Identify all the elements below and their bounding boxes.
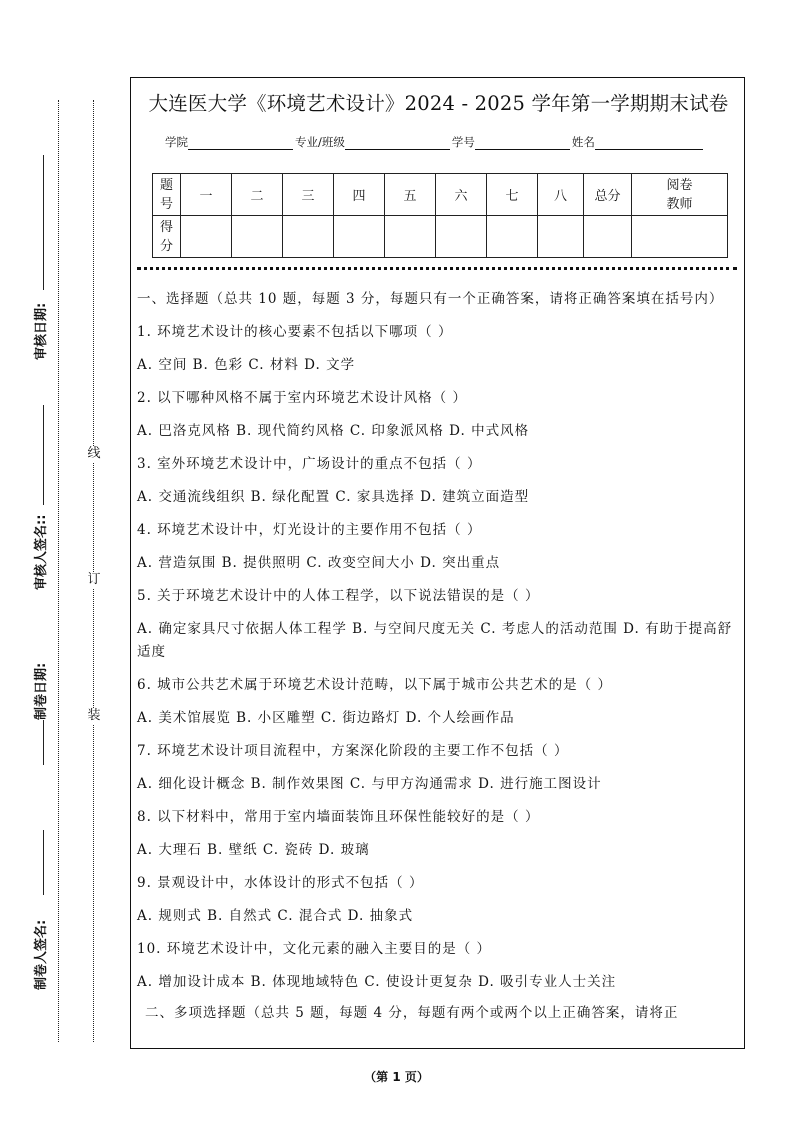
score-table: [152, 173, 728, 258]
section2-heading: 二、多项选择题（总共 5 题，每题 4 分，每题有两个或两个以上正确答案，请将正: [145, 1005, 679, 1021]
score-table-score-row: [153, 216, 728, 258]
score-col-header: 六: [436, 174, 487, 216]
name-field[interactable]: [595, 137, 703, 150]
score-cell[interactable]: [283, 216, 334, 258]
score-cell[interactable]: [538, 216, 584, 258]
score-col-header: 题 号: [153, 174, 181, 216]
question-text: 4. 环境艺术设计中，灯光设计的主要作用不包括（ ）: [137, 522, 482, 538]
question-options: A. 增加设计成本 B. 体现地域特色 C. 使设计更复杂 D. 吸引专业人士关注: [137, 974, 617, 990]
score-cell[interactable]: [232, 216, 283, 258]
question-options: A. 营造氛围 B. 提供照明 C. 改变空间大小 D. 突出重点: [137, 555, 501, 571]
seal-dotted-line-inner: [93, 100, 94, 1042]
college-field[interactable]: [188, 137, 293, 150]
binding-char-fold: 装: [87, 708, 101, 723]
student-id-label: 学号: [451, 135, 475, 149]
question-text: 9. 景观设计中，水体设计的形式不包括（ ）: [137, 875, 424, 891]
score-col-header: 八: [538, 174, 584, 216]
question-options: A. 确定家具尺寸依据人体工程学 B. 与空间尺度无关 C. 考虑人的活动范围 D. 有助于提高舒适度: [137, 621, 733, 660]
score-cell[interactable]: [584, 216, 632, 258]
reviewer-sign-label: 审核人签名::: [34, 514, 49, 590]
question-text: 2. 以下哪种风格不属于室内环境艺术设计风格（ ）: [137, 390, 467, 406]
score-cell[interactable]: [385, 216, 436, 258]
score-row-label: 得 分: [153, 216, 181, 258]
maker-date-label: 制卷日期:: [34, 662, 49, 720]
binding-margin: [0, 0, 120, 1122]
section1-heading: 一、选择题（总共 10 题，每题 3 分，每题只有一个正确答案，请将正确答案填在括号内）: [137, 291, 724, 307]
question-options: A. 交通流线组织 B. 绿化配置 C. 家具选择 D. 建筑立面造型: [137, 489, 530, 505]
score-col-header: 阅卷 教师: [632, 174, 728, 216]
question-text: 6. 城市公共艺术属于环境艺术设计范畴，以下属于城市公共艺术的是（ ）: [137, 677, 612, 693]
question-options: A. 巴洛克风格 B. 现代简约风格 C. 印象派风格 D. 中式风格: [137, 423, 530, 439]
maker-sign-label: 制卷人签名:: [34, 919, 49, 990]
exam-title: 大连医大学《环境艺术设计》2024 - 2025 学年第一学期期末试卷: [148, 92, 729, 115]
maker-sign-blank[interactable]: [43, 830, 44, 895]
question-text: 7. 环境艺术设计项目流程中，方案深化阶段的主要工作不包括（ ）: [137, 743, 569, 759]
major-field[interactable]: [345, 137, 450, 150]
score-col-header: 七: [487, 174, 538, 216]
exam-content: [137, 288, 739, 1025]
score-col-header: 五: [385, 174, 436, 216]
question-options: A. 规则式 B. 自然式 C. 混合式 D. 抽象式: [137, 908, 414, 924]
question-options: A. 空间 B. 色彩 C. 材料 D. 文学: [137, 357, 356, 373]
score-col-header: 二: [232, 174, 283, 216]
score-col-header: 四: [334, 174, 385, 216]
question-text: 10. 环境艺术设计中，文化元素的融入主要目的是（ ）: [137, 941, 492, 957]
dotted-separator: [137, 267, 737, 270]
score-cell[interactable]: [487, 216, 538, 258]
score-cell[interactable]: [181, 216, 232, 258]
college-label: 学院: [165, 135, 188, 149]
question-text: 1. 环境艺术设计的核心要素不包括以下哪项（ ）: [137, 324, 453, 340]
score-cell[interactable]: [436, 216, 487, 258]
reviewer-sign-blank[interactable]: [43, 405, 44, 505]
question-text: 8. 以下材料中，常用于室内墙面装饰且环保性能较好的是（ ）: [137, 809, 540, 825]
question-options: A. 细化设计概念 B. 制作效果图 C. 与甲方沟通需求 D. 进行施工图设计: [137, 776, 602, 792]
score-col-header: 一: [181, 174, 232, 216]
student-id-field[interactable]: [475, 137, 570, 150]
reviewer-date-blank[interactable]: [43, 155, 44, 290]
question-text: 5. 关于环境艺术设计中的人体工程学，以下说法错误的是（ ）: [137, 588, 540, 604]
question-options: A. 美术馆展览 B. 小区雕塑 C. 街边路灯 D. 个人绘画作品: [137, 710, 515, 726]
score-table-header-row: [153, 174, 728, 216]
question-options: A. 大理石 B. 壁纸 C. 瓷砖 D. 玻璃: [137, 842, 370, 858]
name-label: 姓名: [571, 135, 595, 149]
score-col-header: 三: [283, 174, 334, 216]
score-cell[interactable]: [632, 216, 728, 258]
score-col-header: 总分: [584, 174, 632, 216]
score-cell[interactable]: [334, 216, 385, 258]
binding-char-order: 订: [87, 572, 101, 587]
question-text: 3. 室外环境艺术设计中，广场设计的重点不包括（ ）: [137, 456, 482, 472]
student-info-row: [165, 134, 705, 150]
maker-date-blank[interactable]: [43, 720, 44, 765]
major-label: 专业/班级: [295, 135, 345, 149]
binding-char-line: 线: [87, 446, 101, 461]
page-number: （第 1 页）: [364, 1070, 429, 1084]
exam-paper-frame: [130, 77, 745, 1049]
seal-dotted-line-outer: [58, 100, 59, 1042]
question-list: [137, 321, 739, 994]
reviewer-date-label: 审核日期:: [34, 302, 49, 360]
